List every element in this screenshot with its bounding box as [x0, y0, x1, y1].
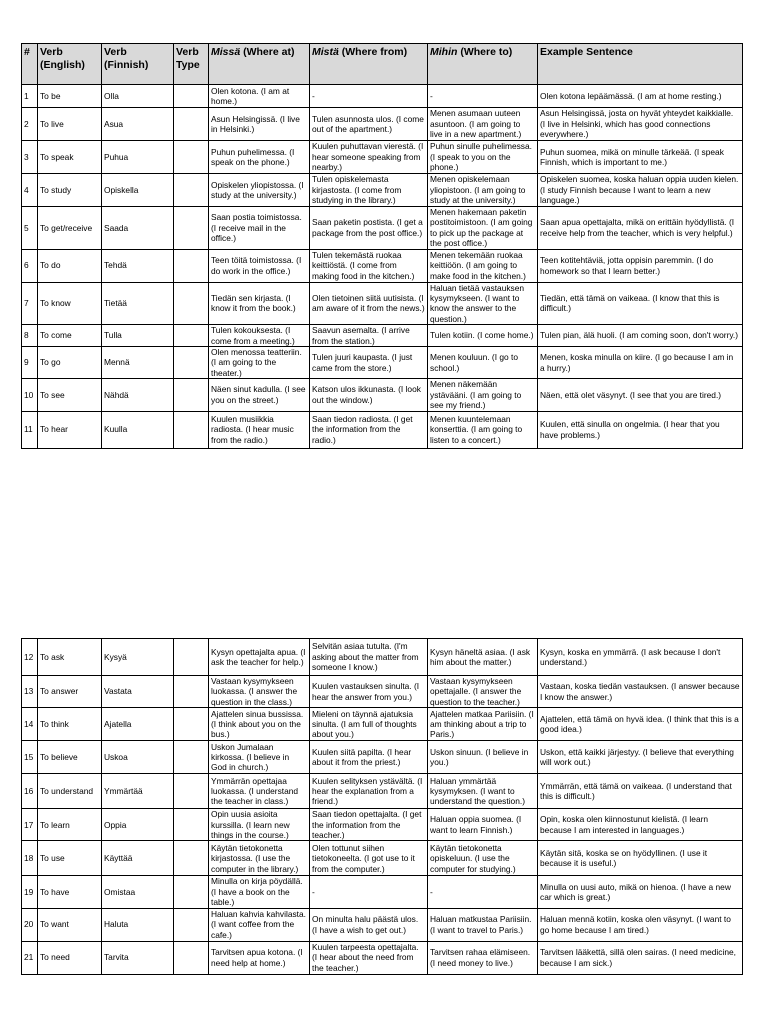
cell-verb-type [174, 141, 209, 174]
cell-missa: Kuulen musiikkia radiosta. (I hear music from the radio.) [209, 411, 310, 448]
cell-number: 6 [22, 249, 38, 282]
cell-verb-english: To get/receive [38, 207, 102, 250]
cell-verb-finnish: Tarvita [102, 941, 174, 974]
cell-verb-type [174, 249, 209, 282]
cell-verb-type [174, 841, 209, 876]
cell-verb-type [174, 809, 209, 841]
cell-verb-type [174, 639, 209, 676]
cell-verb-english: To hear [38, 411, 102, 448]
cell-verb-type [174, 708, 209, 741]
table-row [22, 249, 743, 282]
cell-missa: Vastaan kysymykseen luokassa. (I answer the question in the class.) [209, 676, 310, 708]
cell-mihin: Menen tekemään ruokaa keittiöön. (I am going to make food in the kitchen.) [428, 249, 538, 282]
cell-mihin: - [428, 85, 538, 108]
cell-mista: Mieleni on täynnä ajatuksia sinulta. (I am full of thoughts about you.) [310, 708, 428, 741]
cell-number: 5 [22, 207, 38, 250]
cell-mihin: Vastaan kysymykseen opettajalle. (I answer the question to the teacher.) [428, 676, 538, 708]
cell-verb-english: To do [38, 249, 102, 282]
cell-number: 21 [22, 941, 38, 974]
table-row [22, 941, 743, 974]
header-verb-finnish: Verb (Finnish) [102, 44, 174, 85]
cell-verb-finnish: Mennä [102, 347, 174, 379]
cell-mihin: Tulen kotiin. (I come home.) [428, 325, 538, 347]
cell-example-sentence: Opiskelen suomea, koska haluan oppia uuden kielen. (I study Finnish because I want to learn a new language.) [538, 174, 743, 207]
cell-verb-finnish: Kuulla [102, 411, 174, 448]
cell-mista: Tulen tekemästä ruokaa keittiöstä. (I come from making food in the kitchen.) [310, 249, 428, 282]
header-verb-type: Verb Type [174, 44, 209, 85]
cell-mihin: Puhun sinulle puhelimessa. (I speak to you on the phone.) [428, 141, 538, 174]
cell-number: 12 [22, 639, 38, 676]
cell-mihin: Kysyn häneltä asiaa. (I ask him about the matter.) [428, 639, 538, 676]
cell-missa: Olen menossa teatteriin. (I am going to the theater.) [209, 347, 310, 379]
verb-table-part-2 [21, 638, 743, 975]
cell-verb-finnish: Omistaa [102, 876, 174, 908]
cell-missa: Puhun puhelimessa. (I speak on the phone.) [209, 141, 310, 174]
cell-missa: Ymmärrän opettajaa luokassa. (I understand the teacher in class.) [209, 774, 310, 809]
cell-mista: Katson ulos ikkunasta. (I look out the window.) [310, 379, 428, 411]
cell-number: 10 [22, 379, 38, 411]
cell-example-sentence: Kysyn, koska en ymmärrä. (I ask because I don't understand.) [538, 639, 743, 676]
cell-verb-english: To need [38, 941, 102, 974]
cell-verb-type [174, 411, 209, 448]
cell-missa: Kysyn opettajalta apua. (I ask the teacher for help.) [209, 639, 310, 676]
cell-example-sentence: Vastaan, koska tiedän vastauksen. (I answer because I know the answer.) [538, 676, 743, 708]
header-example-sentence: Example Sentence [538, 44, 743, 85]
cell-verb-type [174, 941, 209, 974]
cell-missa: Asun Helsingissä. (I live in Helsinki.) [209, 108, 310, 141]
cell-mista: Kuulen selityksen ystävältä. (I hear the explanation from a friend.) [310, 774, 428, 809]
cell-verb-english: To see [38, 379, 102, 411]
cell-verb-type [174, 325, 209, 347]
cell-number: 9 [22, 347, 38, 379]
cell-example-sentence: Tarvitsen lääkettä, sillä olen sairas. (I need medicine, because I am sick.) [538, 941, 743, 974]
cell-mista: Saavun asemalta. (I arrive from the station.) [310, 325, 428, 347]
cell-mista: - [310, 876, 428, 908]
cell-verb-english: To learn [38, 809, 102, 841]
table-row [22, 379, 743, 411]
cell-example-sentence: Näen, että olet väsynyt. (I see that you are tired.) [538, 379, 743, 411]
cell-mista: Kuulen siitä papilta. (I hear about it from the priest.) [310, 741, 428, 774]
cell-verb-finnish: Asua [102, 108, 174, 141]
cell-example-sentence: Uskon, että kaikki järjestyy. (I believe that everything will work out.) [538, 741, 743, 774]
cell-number: 18 [22, 841, 38, 876]
cell-verb-finnish: Olla [102, 85, 174, 108]
cell-verb-finnish: Tulla [102, 325, 174, 347]
cell-verb-finnish: Vastata [102, 676, 174, 708]
table-body-part-2 [22, 639, 743, 975]
cell-verb-english: To think [38, 708, 102, 741]
table-row [22, 141, 743, 174]
cell-verb-english: To understand [38, 774, 102, 809]
header-missa-case: Missä [211, 46, 241, 58]
cell-verb-type [174, 908, 209, 941]
cell-verb-finnish: Kysyä [102, 639, 174, 676]
table-row [22, 676, 743, 708]
cell-verb-type [174, 876, 209, 908]
header-missa [209, 44, 310, 85]
cell-verb-finnish: Ymmärtää [102, 774, 174, 809]
cell-number: 8 [22, 325, 38, 347]
cell-mihin: Käytän tietokonetta opiskeluun. (I use the computer for studying.) [428, 841, 538, 876]
cell-number: 4 [22, 174, 38, 207]
cell-mihin: Menen asumaan uuteen asuntoon. (I am going to live in a new apartment.) [428, 108, 538, 141]
cell-verb-english: To go [38, 347, 102, 379]
table-body-part-1 [22, 85, 743, 449]
cell-verb-english: To ask [38, 639, 102, 676]
cell-verb-english: To live [38, 108, 102, 141]
cell-number: 20 [22, 908, 38, 941]
header-mihin-case: Mihin [430, 46, 458, 58]
cell-verb-english: To use [38, 841, 102, 876]
cell-example-sentence: Tulen pian, älä huoli. (I am coming soon, don't worry.) [538, 325, 743, 347]
header-mista-case: Mistä [312, 46, 339, 58]
header-mihin [428, 44, 538, 85]
cell-verb-type [174, 207, 209, 250]
cell-number: 7 [22, 282, 38, 325]
cell-mista: - [310, 85, 428, 108]
cell-missa: Näen sinut kadulla. (I see you on the street.) [209, 379, 310, 411]
verb-table-part-1 [21, 43, 743, 449]
cell-number: 16 [22, 774, 38, 809]
cell-verb-english: To come [38, 325, 102, 347]
cell-mista: Tulen opiskelemasta kirjastosta. (I come from studying in the library.) [310, 174, 428, 207]
table-header [22, 44, 743, 85]
header-missa-gloss: (Where at) [240, 46, 295, 58]
cell-mista: Tulen juuri kaupasta. (I just came from the store.) [310, 347, 428, 379]
cell-missa: Haluan kahvia kahvilasta. (I want coffee from the cafe.) [209, 908, 310, 941]
cell-verb-type [174, 347, 209, 379]
table-row [22, 708, 743, 741]
cell-missa: Opiskelen yliopistossa. (I study at the university.) [209, 174, 310, 207]
table-row [22, 174, 743, 207]
table-row [22, 774, 743, 809]
cell-mihin: Menen opiskelemaan yliopistoon. (I am going to study at the university.) [428, 174, 538, 207]
cell-mista: Saan tiedon radiosta. (I get the information from the radio.) [310, 411, 428, 448]
cell-example-sentence: Teen kotitehtäviä, jotta oppisin paremmin. (I do homework so that I learn better.) [538, 249, 743, 282]
cell-number: 17 [22, 809, 38, 841]
cell-mista: Olen tietoinen siitä uutisista. (I am aware of it from the news.) [310, 282, 428, 325]
cell-example-sentence: Ajattelen, että tämä on hyvä idea. (I think that this is a good idea.) [538, 708, 743, 741]
cell-verb-english: To know [38, 282, 102, 325]
cell-mista: Olen tottunut siihen tietokoneelta. (I got use to it from the computer.) [310, 841, 428, 876]
cell-missa: Olen kotona. (I am at home.) [209, 85, 310, 108]
cell-mista: Saan tiedon opettajalta. (I get the information from the teacher.) [310, 809, 428, 841]
cell-missa: Opin uusia asioita kurssilla. (I learn new things in the course.) [209, 809, 310, 841]
cell-example-sentence: Puhun suomea, mikä on minulle tärkeää. (I speak Finnish, which is important to me.) [538, 141, 743, 174]
cell-number: 14 [22, 708, 38, 741]
cell-missa: Käytän tietokonetta kirjastossa. (I use the computer in the library.) [209, 841, 310, 876]
cell-number: 1 [22, 85, 38, 108]
cell-missa: Saan postia toimistossa. (I receive mail in the office.) [209, 207, 310, 250]
cell-number: 13 [22, 676, 38, 708]
cell-mista: On minulta halu päästä ulos. (I have a wish to get out.) [310, 908, 428, 941]
cell-number: 2 [22, 108, 38, 141]
table-row [22, 108, 743, 141]
cell-verb-type [174, 108, 209, 141]
cell-mihin: Uskon sinuun. (I believe in you.) [428, 741, 538, 774]
header-row [22, 44, 743, 85]
cell-example-sentence: Olen kotona lepäämässä. (I am at home resting.) [538, 85, 743, 108]
cell-mista: Kuulen puhuttavan vierestä. (I hear someone speaking from nearby.) [310, 141, 428, 174]
cell-number: 3 [22, 141, 38, 174]
cell-verb-english: To answer [38, 676, 102, 708]
cell-verb-type [174, 174, 209, 207]
table-row [22, 347, 743, 379]
cell-missa: Tiedän sen kirjasta. (I know it from the book.) [209, 282, 310, 325]
cell-example-sentence: Minulla on uusi auto, mikä on hienoa. (I have a new car which is great.) [538, 876, 743, 908]
header-mista [310, 44, 428, 85]
cell-number: 11 [22, 411, 38, 448]
cell-verb-finnish: Puhua [102, 141, 174, 174]
cell-mihin: Haluan oppia suomea. (I want to learn Finnish.) [428, 809, 538, 841]
cell-verb-english: To speak [38, 141, 102, 174]
cell-missa: Uskon Jumalaan kirkossa. (I believe in God in church.) [209, 741, 310, 774]
cell-mihin: - [428, 876, 538, 908]
table-row [22, 282, 743, 325]
cell-example-sentence: Tiedän, että tämä on vaikeaa. (I know that this is difficult.) [538, 282, 743, 325]
cell-verb-finnish: Uskoa [102, 741, 174, 774]
cell-verb-english: To be [38, 85, 102, 108]
cell-verb-type [174, 282, 209, 325]
cell-mista: Tulen asunnosta ulos. (I come out of the apartment.) [310, 108, 428, 141]
cell-verb-finnish: Nähdä [102, 379, 174, 411]
table-row [22, 741, 743, 774]
cell-missa: Tulen kokouksesta. (I come from a meeting.) [209, 325, 310, 347]
cell-verb-finnish: Saada [102, 207, 174, 250]
cell-number: 19 [22, 876, 38, 908]
cell-verb-english: To study [38, 174, 102, 207]
cell-example-sentence: Haluan mennä kotiin, koska olen väsynyt. (I want to go home because I am tired.) [538, 908, 743, 941]
cell-example-sentence: Kuulen, että sinulla on ongelmia. (I hear that you have problems.) [538, 411, 743, 448]
cell-example-sentence: Ymmärrän, että tämä on vaikeaa. (I understand that this is difficult.) [538, 774, 743, 809]
table-row [22, 85, 743, 108]
table-row [22, 639, 743, 676]
cell-example-sentence: Asun Helsingissä, josta on hyvät yhteydet kaikkialle. (I live in Helsinki, which has good connections everywhere.) [538, 108, 743, 141]
cell-verb-finnish: Oppia [102, 809, 174, 841]
cell-verb-type [174, 676, 209, 708]
cell-verb-english: To believe [38, 741, 102, 774]
cell-mihin: Menen hakemaan paketin postitoimistoon. (I am going to pick up the package at the post office.) [428, 207, 538, 250]
table-row [22, 411, 743, 448]
cell-example-sentence: Menen, koska minulla on kiire. (I go because I am in a hurry.) [538, 347, 743, 379]
cell-verb-finnish: Käyttää [102, 841, 174, 876]
cell-verb-english: To want [38, 908, 102, 941]
cell-mihin: Menen kouluun. (I go to school.) [428, 347, 538, 379]
table-row [22, 325, 743, 347]
header-mista-gloss: (Where from) [338, 46, 408, 58]
cell-verb-finnish: Opiskella [102, 174, 174, 207]
cell-mista: Saan paketin postista. (I get a package from the post office.) [310, 207, 428, 250]
cell-mihin: Menen näkemään ystävääni. (I am going to see my friend.) [428, 379, 538, 411]
cell-example-sentence: Saan apua opettajalta, mikä on erittäin hyödyllistä. (I receive help from the teacher, which is very helpful.) [538, 207, 743, 250]
header-mihin-gloss: (Where to) [457, 46, 513, 58]
table-row [22, 809, 743, 841]
cell-verb-finnish: Tietää [102, 282, 174, 325]
table-row [22, 908, 743, 941]
cell-verb-type [174, 741, 209, 774]
cell-mihin: Haluan ymmärtää kysymyksen. (I want to understand the question.) [428, 774, 538, 809]
cell-mista: Kuulen tarpeesta opettajalta. (I hear about the need from the teacher.) [310, 941, 428, 974]
cell-verb-finnish: Haluta [102, 908, 174, 941]
cell-verb-type [174, 379, 209, 411]
cell-mihin: Ajattelen matkaa Pariisiin. (I am thinking about a trip to Paris.) [428, 708, 538, 741]
cell-verb-english: To have [38, 876, 102, 908]
cell-verb-finnish: Tehdä [102, 249, 174, 282]
cell-verb-finnish: Ajatella [102, 708, 174, 741]
cell-example-sentence: Käytän sitä, koska se on hyödyllinen. (I use it because it is useful.) [538, 841, 743, 876]
table-row [22, 207, 743, 250]
cell-verb-type [174, 85, 209, 108]
cell-missa: Ajattelen sinua bussissa. (I think about you on the bus.) [209, 708, 310, 741]
cell-missa: Tarvitsen apua kotona. (I need help at home.) [209, 941, 310, 974]
header-verb-english: Verb (English) [38, 44, 102, 85]
cell-mista: Selvitän asiaa tutulta. (I'm asking about the matter from someone I know.) [310, 639, 428, 676]
cell-mihin: Haluan tietää vastauksen kysymykseen. (I want to know the answer to the question.) [428, 282, 538, 325]
cell-missa: Minulla on kirja pöydällä. (I have a book on the table.) [209, 876, 310, 908]
cell-mista: Kuulen vastauksen sinulta. (I hear the answer from you.) [310, 676, 428, 708]
cell-example-sentence: Opin, koska olen kiinnostunut kielistä. (I learn because I am interested in languages.) [538, 809, 743, 841]
cell-mihin: Haluan matkustaa Pariisiin. (I want to travel to Paris.) [428, 908, 538, 941]
table-row [22, 876, 743, 908]
header-number: # [22, 44, 38, 85]
cell-number: 15 [22, 741, 38, 774]
table-row [22, 841, 743, 876]
cell-missa: Teen töitä toimistossa. (I do work in the office.) [209, 249, 310, 282]
cell-mihin: Menen kuuntelemaan konserttia. (I am going to listen to a concert.) [428, 411, 538, 448]
cell-verb-type [174, 774, 209, 809]
cell-mihin: Tarvitsen rahaa elämiseen. (I need money to live.) [428, 941, 538, 974]
